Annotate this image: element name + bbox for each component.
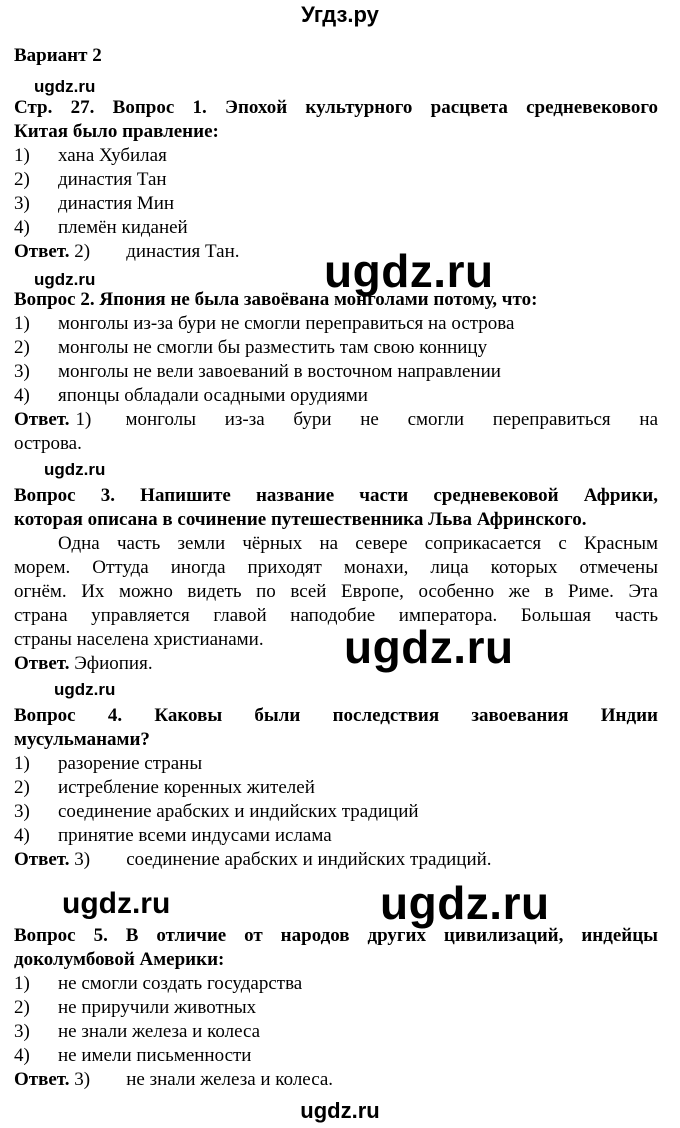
q5-option-text: не приручили животных [58, 997, 257, 1018]
q5-option [14, 1020, 654, 1044]
q1-option-text: династия Мин [58, 193, 175, 214]
q4-option-num: 3) [14, 801, 30, 822]
q2-option [14, 336, 654, 360]
q5-option-num: 4) [14, 1045, 30, 1066]
q1-title-line2: Китая было правление: [14, 121, 219, 142]
q1-option [14, 216, 654, 240]
site-header: Угдз.ру [301, 2, 379, 27]
answer-num: 3) [74, 849, 91, 870]
q3-text-line: Одна часть земли чёрных на севере соприкасается с Красным [58, 533, 658, 554]
answer-text: не знали железа и колеса. [126, 1069, 334, 1090]
watermark: ugdz.ru [54, 680, 116, 699]
watermark: ugdz.ru [34, 270, 96, 289]
answer-text: монголы из-за бури не смогли переправиться на [125, 409, 658, 430]
answer-text: соединение арабских и индийских традиций. [126, 849, 492, 870]
q4-option-num: 4) [14, 825, 30, 846]
answer-label: Ответ. [14, 241, 70, 262]
q2-option-num: 3) [14, 361, 30, 382]
q3-text-line: огнём. Их можно видеть по всей Европе, особенно же в Риме. Эта [14, 581, 658, 602]
answer-text: династия Тан. [126, 241, 240, 262]
q4-title-line2: мусульманами? [14, 729, 150, 750]
q2-option-num: 4) [14, 385, 30, 406]
watermark-large: ugdz.ru [344, 621, 514, 673]
watermark: ugdz.ru [44, 460, 106, 479]
q2-option [14, 312, 654, 336]
answer-text: Эфиопия. [74, 653, 153, 674]
q2-title: Вопрос 2. Япония не была завоёвана монголами потому, что: [14, 289, 538, 310]
q4-option-text: истребление коренных жителей [58, 777, 315, 798]
q1-option [14, 192, 654, 216]
watermark-large: ugdz.ru [324, 245, 494, 297]
answer-num: 1) [75, 409, 92, 430]
q4-option [14, 800, 654, 824]
answer-label: Ответ. [14, 849, 70, 870]
q2-option [14, 360, 654, 384]
q3-text-line: страна управляется главой наподобие императора. Большая часть [14, 605, 658, 626]
q4-option-num: 2) [14, 777, 30, 798]
q1-option-num: 2) [14, 169, 30, 190]
q4-option-num: 1) [14, 753, 30, 774]
q2-option-num: 2) [14, 337, 30, 358]
watermark-footer: ugdz.ru [300, 1098, 380, 1123]
q2-option-text: японцы обладали осадными орудиями [58, 385, 368, 406]
q2-answer [14, 408, 658, 432]
answer-num: 3) [74, 1069, 91, 1090]
q5-option-text: не имели письменности [58, 1045, 252, 1066]
q5-option [14, 972, 654, 996]
q3-answer [14, 652, 654, 676]
q5-option-text: не смогли создать государства [58, 973, 303, 994]
q2-option [14, 384, 654, 408]
q5-title-line1: Вопрос 5. В отличие от народов других цивилизаций, индейцы [14, 925, 658, 946]
q5-title-line2: доколумбовой Америки: [14, 949, 225, 970]
q3-title-line1: Вопрос 3. Напишите название части средневековой Африки, [14, 485, 658, 506]
q2-option-num: 1) [14, 313, 30, 334]
q3-text-line: страны населена христианами. [14, 629, 264, 650]
q2-option-text: монголы не смогли бы разместить там свою конницу [58, 337, 488, 358]
q1-option-num: 3) [14, 193, 30, 214]
q4-option-text: разорение страны [58, 753, 203, 774]
q5-option-text: не знали железа и колеса [58, 1021, 261, 1042]
q2-option-text: монголы не вели завоеваний в восточном направлении [58, 361, 501, 382]
answer-label: Ответ. [14, 653, 70, 674]
q1-option-num: 4) [14, 217, 30, 238]
q1-option-text: династия Тан [58, 169, 167, 190]
q4-answer [14, 848, 654, 872]
q3-title-line2: которая описана в сочинение путешественника Льва Афринского. [14, 509, 587, 530]
q1-option-text: хана Хубилая [58, 145, 167, 166]
q5-option-num: 2) [14, 997, 30, 1018]
q1-option [14, 144, 654, 168]
q4-option [14, 824, 654, 848]
q2-option-text: монголы из-за бури не смогли переправиться на острова [58, 313, 515, 334]
q1-option-num: 1) [14, 145, 30, 166]
variant-title: Вариант 2 [14, 45, 102, 66]
q5-option-num: 3) [14, 1021, 30, 1042]
watermark-large: ugdz.ru [380, 877, 550, 929]
q5-answer [14, 1068, 654, 1092]
q5-option-num: 1) [14, 973, 30, 994]
answer-num: 2) [74, 241, 91, 262]
q4-option [14, 776, 654, 800]
q1-title-line1: Стр. 27. Вопрос 1. Эпохой культурного расцвета средневекового [14, 97, 658, 118]
q1-option-text: племён киданей [58, 217, 188, 238]
q5-option [14, 996, 654, 1020]
q2-answer-line2: острова. [14, 433, 82, 454]
q3-text-line: морем. Оттуда иногда приходят монахи, лица которых отмечены [14, 557, 658, 578]
watermark: ugdz.ru [62, 887, 171, 920]
q5-option [14, 1044, 654, 1068]
watermark: ugdz.ru [34, 77, 96, 96]
q4-option-text: соединение арабских и индийских традиций [58, 801, 419, 822]
answer-label: Ответ. [14, 1069, 70, 1090]
answer-label: Ответ. [14, 409, 70, 430]
q4-option [14, 752, 654, 776]
q1-option [14, 168, 654, 192]
q4-title-line1: Вопрос 4. Каковы были последствия завоевания Индии [14, 705, 658, 726]
q4-option-text: принятие всеми индусами ислама [58, 825, 332, 846]
